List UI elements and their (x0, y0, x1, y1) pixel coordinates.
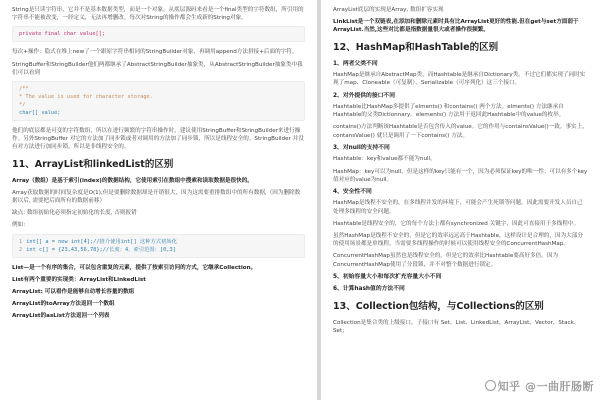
code-line: 2 int c[] = {23,43,56,78};//长度：4，索引范围：[0,3] (19, 246, 176, 253)
arraylist-growable: ArrayList: 可以看作是能够自动增长容量的数组 (12, 289, 135, 296)
subheading-parent-class: 1、两者父类不同 (333, 60, 378, 67)
list-definition: List—是一个有序的集合，可以包含重复的元素，提供了按索引访问的方式，它继承Collection。 (12, 264, 257, 271)
subheading-safety: 4、安全性不同 (333, 188, 372, 195)
null-hashtable: Hashtable：key和value都不能为null。 (333, 156, 436, 163)
array-complexity: Array获取数据的时间复杂度是O(1),但是要删除数据却是开销很大，因为这需要重排数组中的所有数据,（因为删除数据以后, 需要把后面所有的数据前移） (12, 189, 301, 205)
section-heading-collection: 13、Collection包结构，与Collections的区别 (333, 300, 544, 312)
example-label: 例如: (12, 222, 26, 229)
collection-paragraph: Collection是集合类的上级接口，子接口有 Set、List、LinkedList、ArrayList、Vector、Stack、Set； (333, 319, 580, 335)
code-line: /** (19, 86, 29, 93)
interfaces-paragraph-1: Hashtable比HashMap多提供了elments() 和contains() 两个方法。elments() 方法继承自Hashtable的父类Dictionnary。elements() 方法用于返回此Hashtable中的value的枚举。 (333, 104, 565, 119)
subheading-capacity: 5、初始容量大小和每次扩充容量大小不同 (333, 273, 442, 280)
section-heading-arraylist: 11、ArrayList和linkedList的区别 (12, 158, 174, 170)
arraylist-impl-paragraph: ArrayList底层的实现是Array, 数组扩容实现 (333, 7, 444, 13)
code-line: * The value is used for character storage. (19, 94, 153, 101)
arraylist-aslist: ArrayList的asList方法返回一个列表 (12, 313, 110, 320)
safety-paragraph-1: HashMap是线程不安全的，在多线程并发的环境下，可能会产生死锁等问题，因此需要开发人员自己处理多线程的安全问题。 (333, 200, 583, 215)
safety-paragraph-3: 虽然HashMap是线程不安全的，但是它的效率远远高于Hashtable，这样设计是合理的，因为大部分的使用场景都是单线程。当需要多线程操作的时候可以使用线程安全的ConcurrentHashMap。 (333, 233, 583, 248)
subheading-null-support: 3、对null的支持不同 (333, 144, 390, 151)
subheading-hash: 6、计算hash值的方法不同 (333, 286, 405, 293)
code-block-char-array (12, 81, 305, 121)
array-definition: Array（数组）是基于索引(index)的数据结构，它使用索引在数组中搜索和读取数据是很快的。 (12, 177, 253, 184)
right-page (321, 0, 600, 400)
safety-paragraph-2: Hashtable是线程安全的，它的每个方法上都有synchronized 关键字，因此可直接用于多线程中。 (333, 220, 580, 227)
null-hashmap: HashMap：key可以为null，但是这样的key只能有一个，因为必须保证key的唯一性；可以有多个key值对应的value为null。 (333, 168, 588, 183)
safety-paragraph-4: ConcurrentHashMap虽然也是线程安全的，但是它的效率比Hashtable要高好多倍。因为ConcurrentHashMap使用了分段锁，并不对整个数据进行锁定。 (333, 253, 559, 268)
code-line: char[] value; (19, 110, 61, 117)
watermark (485, 378, 594, 394)
code-block-array-init (12, 234, 305, 258)
linkedlist-paragraph: LinkList是一个双链表,在添加和删除元素时具有比ArrayList更好的性能.但在get与set方面弱于ArrayList.当然,这些对比都是指数据量很大或者操作很频繁。 (333, 19, 579, 34)
string-intro-paragraph: String是只读字符串，它并不是基本数据类型，而是一个对象。从底层源码来看是一个final类型的字符数组，所引用的字符串不能被改变，一经定义，无法再增删改。每次对String的操作都会生成新的String对象。 (12, 7, 304, 22)
code-block-string-value (12, 26, 305, 42)
watermark-text: 知乎 @一曲肝肠断 (497, 380, 594, 393)
list-implementations: List有两个重要的实现类：ArrayList和LinkedList (12, 276, 146, 283)
section-heading-hashmap: 12、HashMap和HashTable的区别 (333, 41, 499, 53)
arraylist-toarray: ArrayList的toArray方法返回一个数组 (12, 301, 115, 308)
zhihu-logo-icon (485, 380, 496, 391)
array-drawback: 缺点: 数组初始化必须指定初始化的长度, 否则报错 (12, 210, 137, 217)
concat-paragraph: 每次+操作：隐式在堆上new了一个跟原字符串相同的StringBuilder对象，再调用append方法拼接+后面的字符。 (12, 49, 298, 56)
subheading-interfaces: 2、对外提供的接口不同 (333, 92, 396, 99)
code-line: */ (19, 102, 26, 109)
code-line: private final char value[]; (19, 31, 106, 38)
builder-paragraph: StringBuffer和StringBuilder他们两都继承了AbstractStringBuilder抽象类，从AbstractStringBuilder抽象类中我们可以看到 (12, 61, 303, 76)
code-line: 1 int[] a = new int[4];//推介使用int[] 这种方式初始化 (19, 238, 177, 245)
parent-class-paragraph: HashMap是继承自AbstractMap类，而Hashtable是继承自Dictionary类。不过它们都实现了同时实现了map、Cloneable（可复制）、Serializable（可序列化）这三个接口。 (333, 72, 586, 87)
interfaces-paragraph-2: contains()方法判断该Hashtable是否包含传入的value。它的作用与containsValue()一致。事实上，contansValue() 就只是调用了一下contains() 方法。 (333, 124, 588, 139)
mutable-paragraph: 他们的底层都是可变的字符数组，所以在进行频繁的字符串操作时，建议使用StringBuffer和StringBuilder来进行操作。另外StringBuffer 对它的方法加了同步锁或者对调用的方法加了同步锁，所以是线程安全的。StringBuilder 并没有对方法进行加同步锁，所以是非线程安全的。 (12, 128, 304, 151)
